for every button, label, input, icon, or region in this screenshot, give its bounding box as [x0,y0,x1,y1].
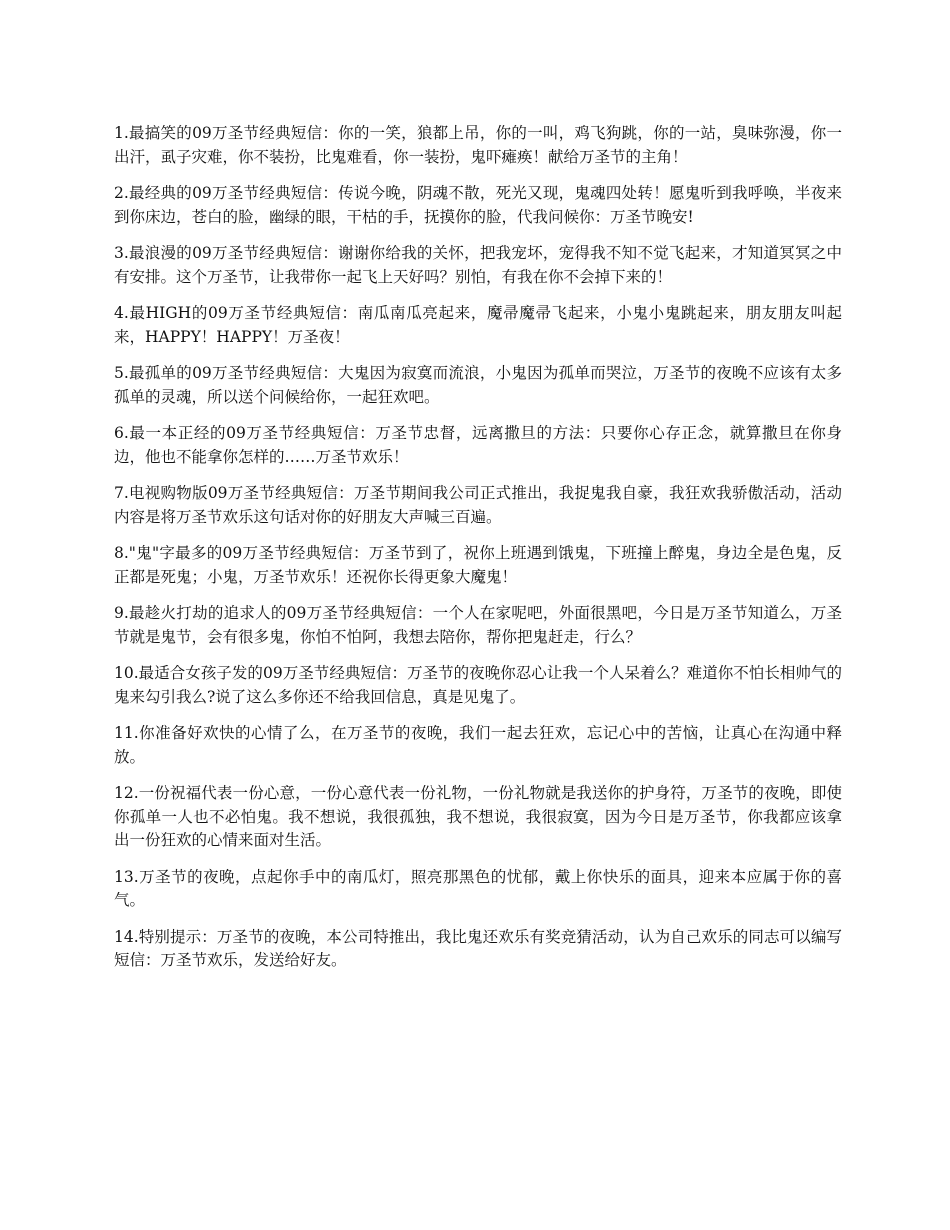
paragraph-3: 3.最浪漫的09万圣节经典短信：谢谢你给我的关怀，把我宠坏，宠得我不知不觉飞起来，才知道冥冥之中有安排。这个万圣节，让我带你一起飞上天好吗？别怕，有我在你不会掉下来的！ [114,244,842,286]
paragraph-9: 9.最趁火打劫的追求人的09万圣节经典短信：一个人在家呢吧，外面很黑吧，今日是万圣节知道么，万圣节就是鬼节，会有很多鬼，你怕不怕阿，我想去陪你，帮你把鬼赶走，行么？ [114,604,842,646]
paragraph-11: 11.你准备好欢快的心情了么，在万圣节的夜晚，我们一起去狂欢，忘记心中的苦恼，让真心在沟通中释放。 [114,724,842,766]
paragraph-12: 12.一份祝福代表一份心意，一份心意代表一份礼物，一份礼物就是我送你的护身符，万圣节的夜晚，即使你孤单一人也不必怕鬼。我不想说，我很孤独，我不想说，我很寂寞，因为今日是万圣节，你我都应该拿出一份狂欢的心情来面对生活。 [114,784,842,849]
paragraph-14: 14.特别提示：万圣节的夜晚，本公司特推出，我比鬼还欢乐有奖竞猜活动，认为自己欢乐的同志可以编写短信：万圣节欢乐，发送给好友。 [114,927,842,969]
paragraph-10: 10.最适合女孩子发的09万圣节经典短信：万圣节的夜晚你忍心让我一个人呆着么？难道你不怕长相帅气的鬼来勾引我么?说了这么多你还不给我回信息，真是见鬼了。 [114,664,842,706]
paragraph-6: 6.最一本正经的09万圣节经典短信：万圣节忠督，远离撒旦的方法：只要你心存正念，就算撒旦在你身边，他也不能拿你怎样的……万圣节欢乐！ [114,424,842,466]
paragraph-5: 5.最孤单的09万圣节经典短信：大鬼因为寂寞而流浪，小鬼因为孤单而哭泣，万圣节的夜晚不应该有太多孤单的灵魂，所以送个问候给你，一起狂欢吧。 [114,364,842,406]
paragraph-2: 2.最经典的09万圣节经典短信：传说今晚，阴魂不散，死光又现，鬼魂四处转！愿鬼听到我呼唤，半夜来到你床边，苍白的脸，幽绿的眼，干枯的手，抚摸你的脸，代我问候你：万圣节晚安! [114,184,842,226]
paragraph-8: 8."鬼"字最多的09万圣节经典短信：万圣节到了，祝你上班遇到饿鬼，下班撞上醉鬼，身边全是色鬼，反正都是死鬼；小鬼，万圣节欢乐！还祝你长得更象大魔鬼！ [114,544,842,586]
paragraph-4: 4.最HIGH的09万圣节经典短信：南瓜南瓜亮起来，魔帚魔帚飞起来，小鬼小鬼跳起来，朋友朋友叫起来，HAPPY！HAPPY！万圣夜！ [114,304,842,346]
document-body [114,122,842,986]
paragraph-7: 7.电视购物版09万圣节经典短信：万圣节期间我公司正式推出，我捉鬼我自豪，我狂欢我骄傲活动，活动内容是将万圣节欢乐这句话对你的好朋友大声喊三百遍。 [114,484,842,526]
paragraph-13: 13.万圣节的夜晚，点起你手中的南瓜灯，照亮那黑色的忧郁，戴上你快乐的面具，迎来本应属于你的喜气。 [114,867,842,909]
paragraph-1: 1.最搞笑的09万圣节经典短信：你的一笑，狼都上吊，你的一叫，鸡飞狗跳，你的一站，臭味弥漫，你一出汗，虱子灾难，你不装扮，比鬼难看，你一装扮，鬼吓瘫痪！献给万圣节的主角！ [114,124,842,166]
